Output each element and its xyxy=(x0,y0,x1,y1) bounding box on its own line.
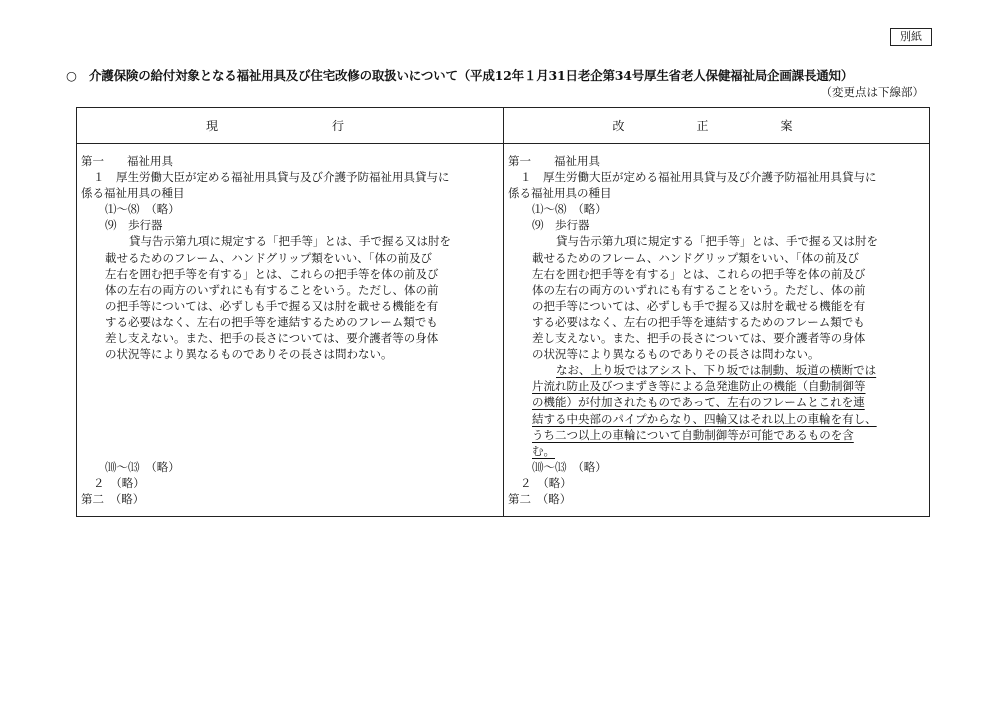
current-column xyxy=(81,153,501,507)
added-text-line xyxy=(508,362,928,378)
sub-items-omitted: ⑴～⑻ （略） xyxy=(532,202,607,217)
document-title: ○ 介護保険の給付対象となる福祉用具及び住宅改修の取扱いについて（平成12年１月31日老企第34号厚生省老人保健福祉局企画課長通知） xyxy=(66,68,854,83)
text-line: 左右を囲む把手等を有する」とは、これらの把手等を体の前及び xyxy=(105,266,439,281)
item-2: ２ （略） xyxy=(93,475,145,490)
header-current: 現 行 xyxy=(205,119,374,133)
column-divider xyxy=(503,108,504,516)
blank-gap xyxy=(81,362,501,459)
added-text-line xyxy=(508,427,928,443)
added-text: なお、上り坂ではアシスト、下り坂では制動、坂道の横断では xyxy=(556,363,877,378)
text-line: の状況等により異なるものでありその長さは問わない。 xyxy=(105,347,393,362)
item-1-cont: 係る福祉用具の種目 xyxy=(508,186,612,201)
text-line: 差し支えない。また、把手の長さについては、要介護者等の身体 xyxy=(532,331,866,346)
text-line: の把手等については、必ずしも手で握る又は肘を載せる機能を有 xyxy=(105,298,439,313)
text-line: する必要はなく、左右の把手等を連結するためのフレーム類でも xyxy=(105,314,438,329)
added-text: の機能）が付加されたものであって、左右のフレームとこれを連 xyxy=(532,395,865,410)
section-2: 第二 （略） xyxy=(81,492,145,506)
text-line: 体の左右の両方のいずれにも有することをいう。ただし、体の前 xyxy=(532,282,866,297)
section-heading: 第一 福祉用具 xyxy=(508,154,600,168)
text-line: 貸与告示第九項に規定する「把手等」とは、手で握る又は肘を xyxy=(556,234,878,249)
sub-items-omitted: ⑽～⒀ （略） xyxy=(532,459,607,474)
text-line: 載せるためのフレーム、ハンドグリップ類をいい、「体の前及び xyxy=(105,250,432,265)
item-1: １ 厚生労働大臣が定める福祉用具貸与及び介護予防福祉用具貸与に xyxy=(93,170,450,185)
added-text-line xyxy=(508,378,928,394)
item-1: １ 厚生労働大臣が定める福祉用具貸与及び介護予防福祉用具貸与に xyxy=(520,170,877,185)
added-text: 片流れ防止及びつまずき等による急発進防止の機能（自動制御等 xyxy=(532,379,866,394)
sub-items-omitted: ⑴～⑻ （略） xyxy=(105,202,180,217)
comparison-table xyxy=(76,107,930,517)
text-line: の把手等については、必ずしも手で握る又は肘を載せる機能を有 xyxy=(532,298,866,313)
text-line: 左右を囲む把手等を有する」とは、これらの把手等を体の前及び xyxy=(532,266,866,281)
text-line: の状況等により異なるものでありその長さは問わない。 xyxy=(532,347,820,362)
revised-column xyxy=(508,153,928,507)
text-line: 載せるためのフレーム、ハンドグリップ類をいい、「体の前及び xyxy=(532,250,859,265)
added-text: 結する中央部のパイプからなり、四輪又はそれ以上の車輪を有し、 xyxy=(532,411,877,426)
header-revised: 改 正 案 xyxy=(612,119,823,133)
text-line: する必要はなく、左右の把手等を連結するためのフレーム類でも xyxy=(532,314,865,329)
attachment-label: 別紙 xyxy=(890,28,932,46)
added-text-line xyxy=(508,443,928,459)
added-text-line xyxy=(508,411,928,427)
sub-item-walker: ⑼ 歩行器 xyxy=(105,218,163,233)
item-1-cont: 係る福祉用具の種目 xyxy=(81,186,185,201)
section-2: 第二 （略） xyxy=(508,491,572,506)
section-heading: 第一 福祉用具 xyxy=(81,154,173,168)
change-note: （変更点は下線部） xyxy=(820,85,924,99)
text-line: 差し支えない。また、把手の長さについては、要介護者等の身体 xyxy=(105,331,439,346)
added-text: む。 xyxy=(532,443,555,458)
text-line: 体の左右の両方のいずれにも有することをいう。ただし、体の前 xyxy=(105,282,439,297)
text-line: 貸与告示第九項に規定する「把手等」とは、手で握る又は肘を xyxy=(129,234,451,249)
added-text-line xyxy=(508,394,928,410)
sub-item-walker: ⑼ 歩行器 xyxy=(532,218,590,233)
added-text: うち二つ以上の車輪について自動制御等が可能であるものを含 xyxy=(532,427,854,442)
item-2: ２ （略） xyxy=(520,475,572,490)
sub-items-omitted: ⑽～⒀ （略） xyxy=(105,459,180,474)
